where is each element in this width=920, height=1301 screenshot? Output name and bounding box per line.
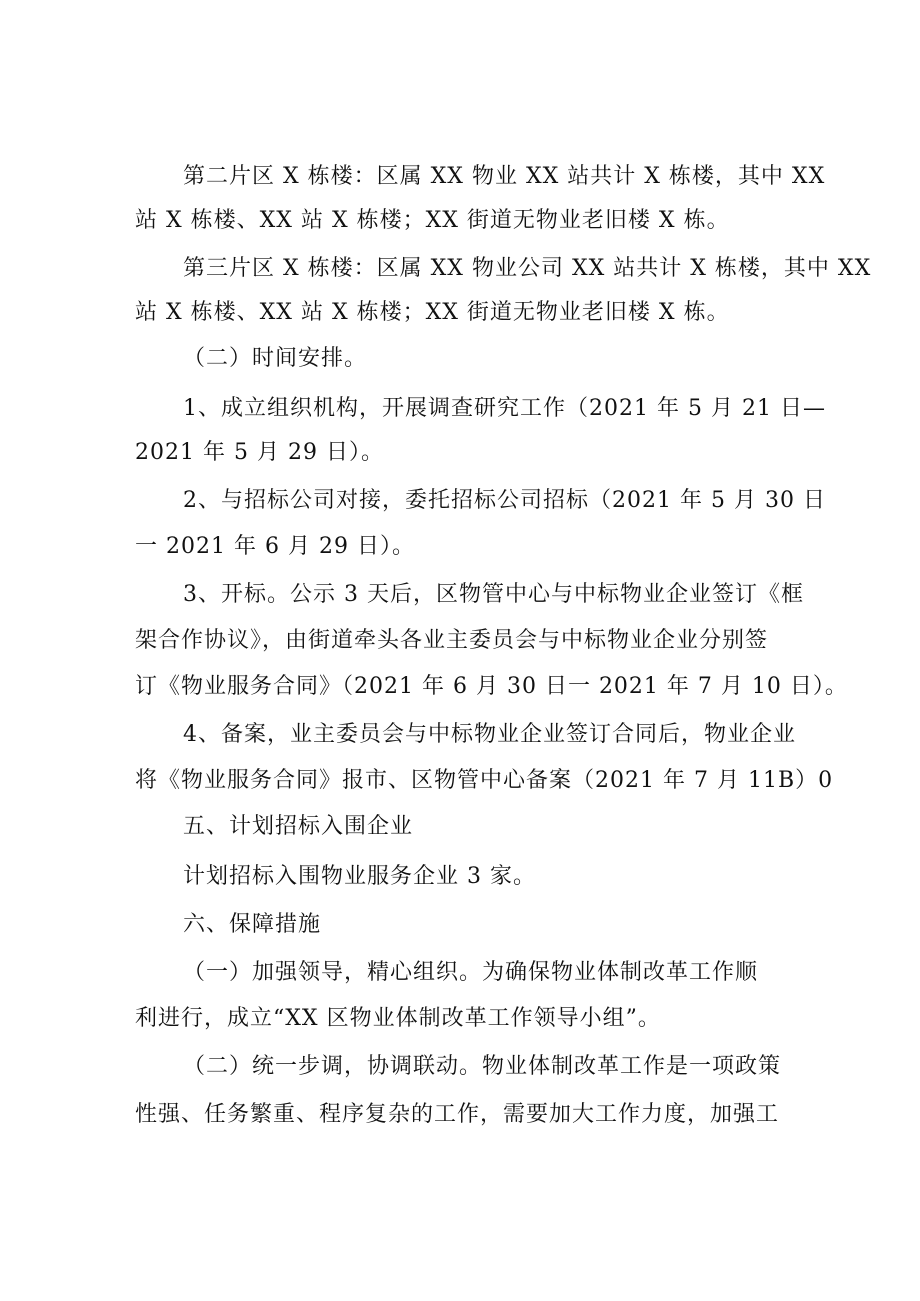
- paragraph-line: 2021 年 5 月 29 日）。: [135, 440, 384, 465]
- paragraph-line: 第二片区 X 栋楼：区属 XX 物业 XX 站共计 X 栋楼，其中 XX: [183, 164, 826, 189]
- paragraph-line: 1、成立组织机构，开展调查研究工作（2021 年 5 月 21 日—: [183, 396, 826, 421]
- paragraph-line: 2、与招标公司对接，委托招标公司招标（2021 年 5 月 30 日: [183, 488, 826, 513]
- paragraph-line: 架合作协议》，由街道牵头各业主委员会与中标物业企业分别签: [135, 628, 769, 653]
- section-heading: （二）时间安排。: [183, 346, 368, 371]
- paragraph-line: 站 X 栋楼、XX 站 X 栋楼；XX 街道无物业老旧楼 X 栋。: [135, 300, 730, 325]
- paragraph-line: 4、备案，业主委员会与中标物业企业签订合同后，物业企业: [183, 722, 796, 747]
- paragraph-line: 一 2021 年 6 月 29 日）。: [135, 534, 415, 559]
- paragraph-line: 3、开标。公示 3 天后，区物管中心与中标物业企业签订《框: [183, 582, 804, 607]
- section-heading: 六、保障措施: [183, 912, 322, 937]
- paragraph-line: 订《物业服务合同》（2021 年 6 月 30 日一 2021 年 7 月 10 日）。: [135, 674, 848, 699]
- paragraph-line: 站 X 栋楼、XX 站 X 栋楼；XX 街道无物业老旧楼 X 栋。: [135, 208, 730, 233]
- section-heading: 五、计划招标入围企业: [183, 814, 414, 839]
- paragraph-line: 计划招标入围物业服务企业 3 家。: [183, 864, 536, 889]
- paragraph-line: 第三片区 X 栋楼：区属 XX 物业公司 XX 站共计 X 栋楼，其中 XX: [183, 256, 872, 281]
- paragraph-line: （一）加强领导，精心组织。为确保物业体制改革工作顺: [183, 960, 759, 985]
- paragraph-line: （二）统一步调，协调联动。物业体制改革工作是一项政策: [183, 1054, 782, 1079]
- paragraph-line: 性强、任务繁重、程序复杂的工作，需要加大工作力度，加强工: [135, 1102, 780, 1127]
- paragraph-line: 利进行，成立“XX 区物业体制改革工作领导小组”。: [135, 1006, 661, 1031]
- paragraph-line: 将《物业服务合同》报市、区物管中心备案（2021 年 7 月 11B）0: [135, 768, 834, 793]
